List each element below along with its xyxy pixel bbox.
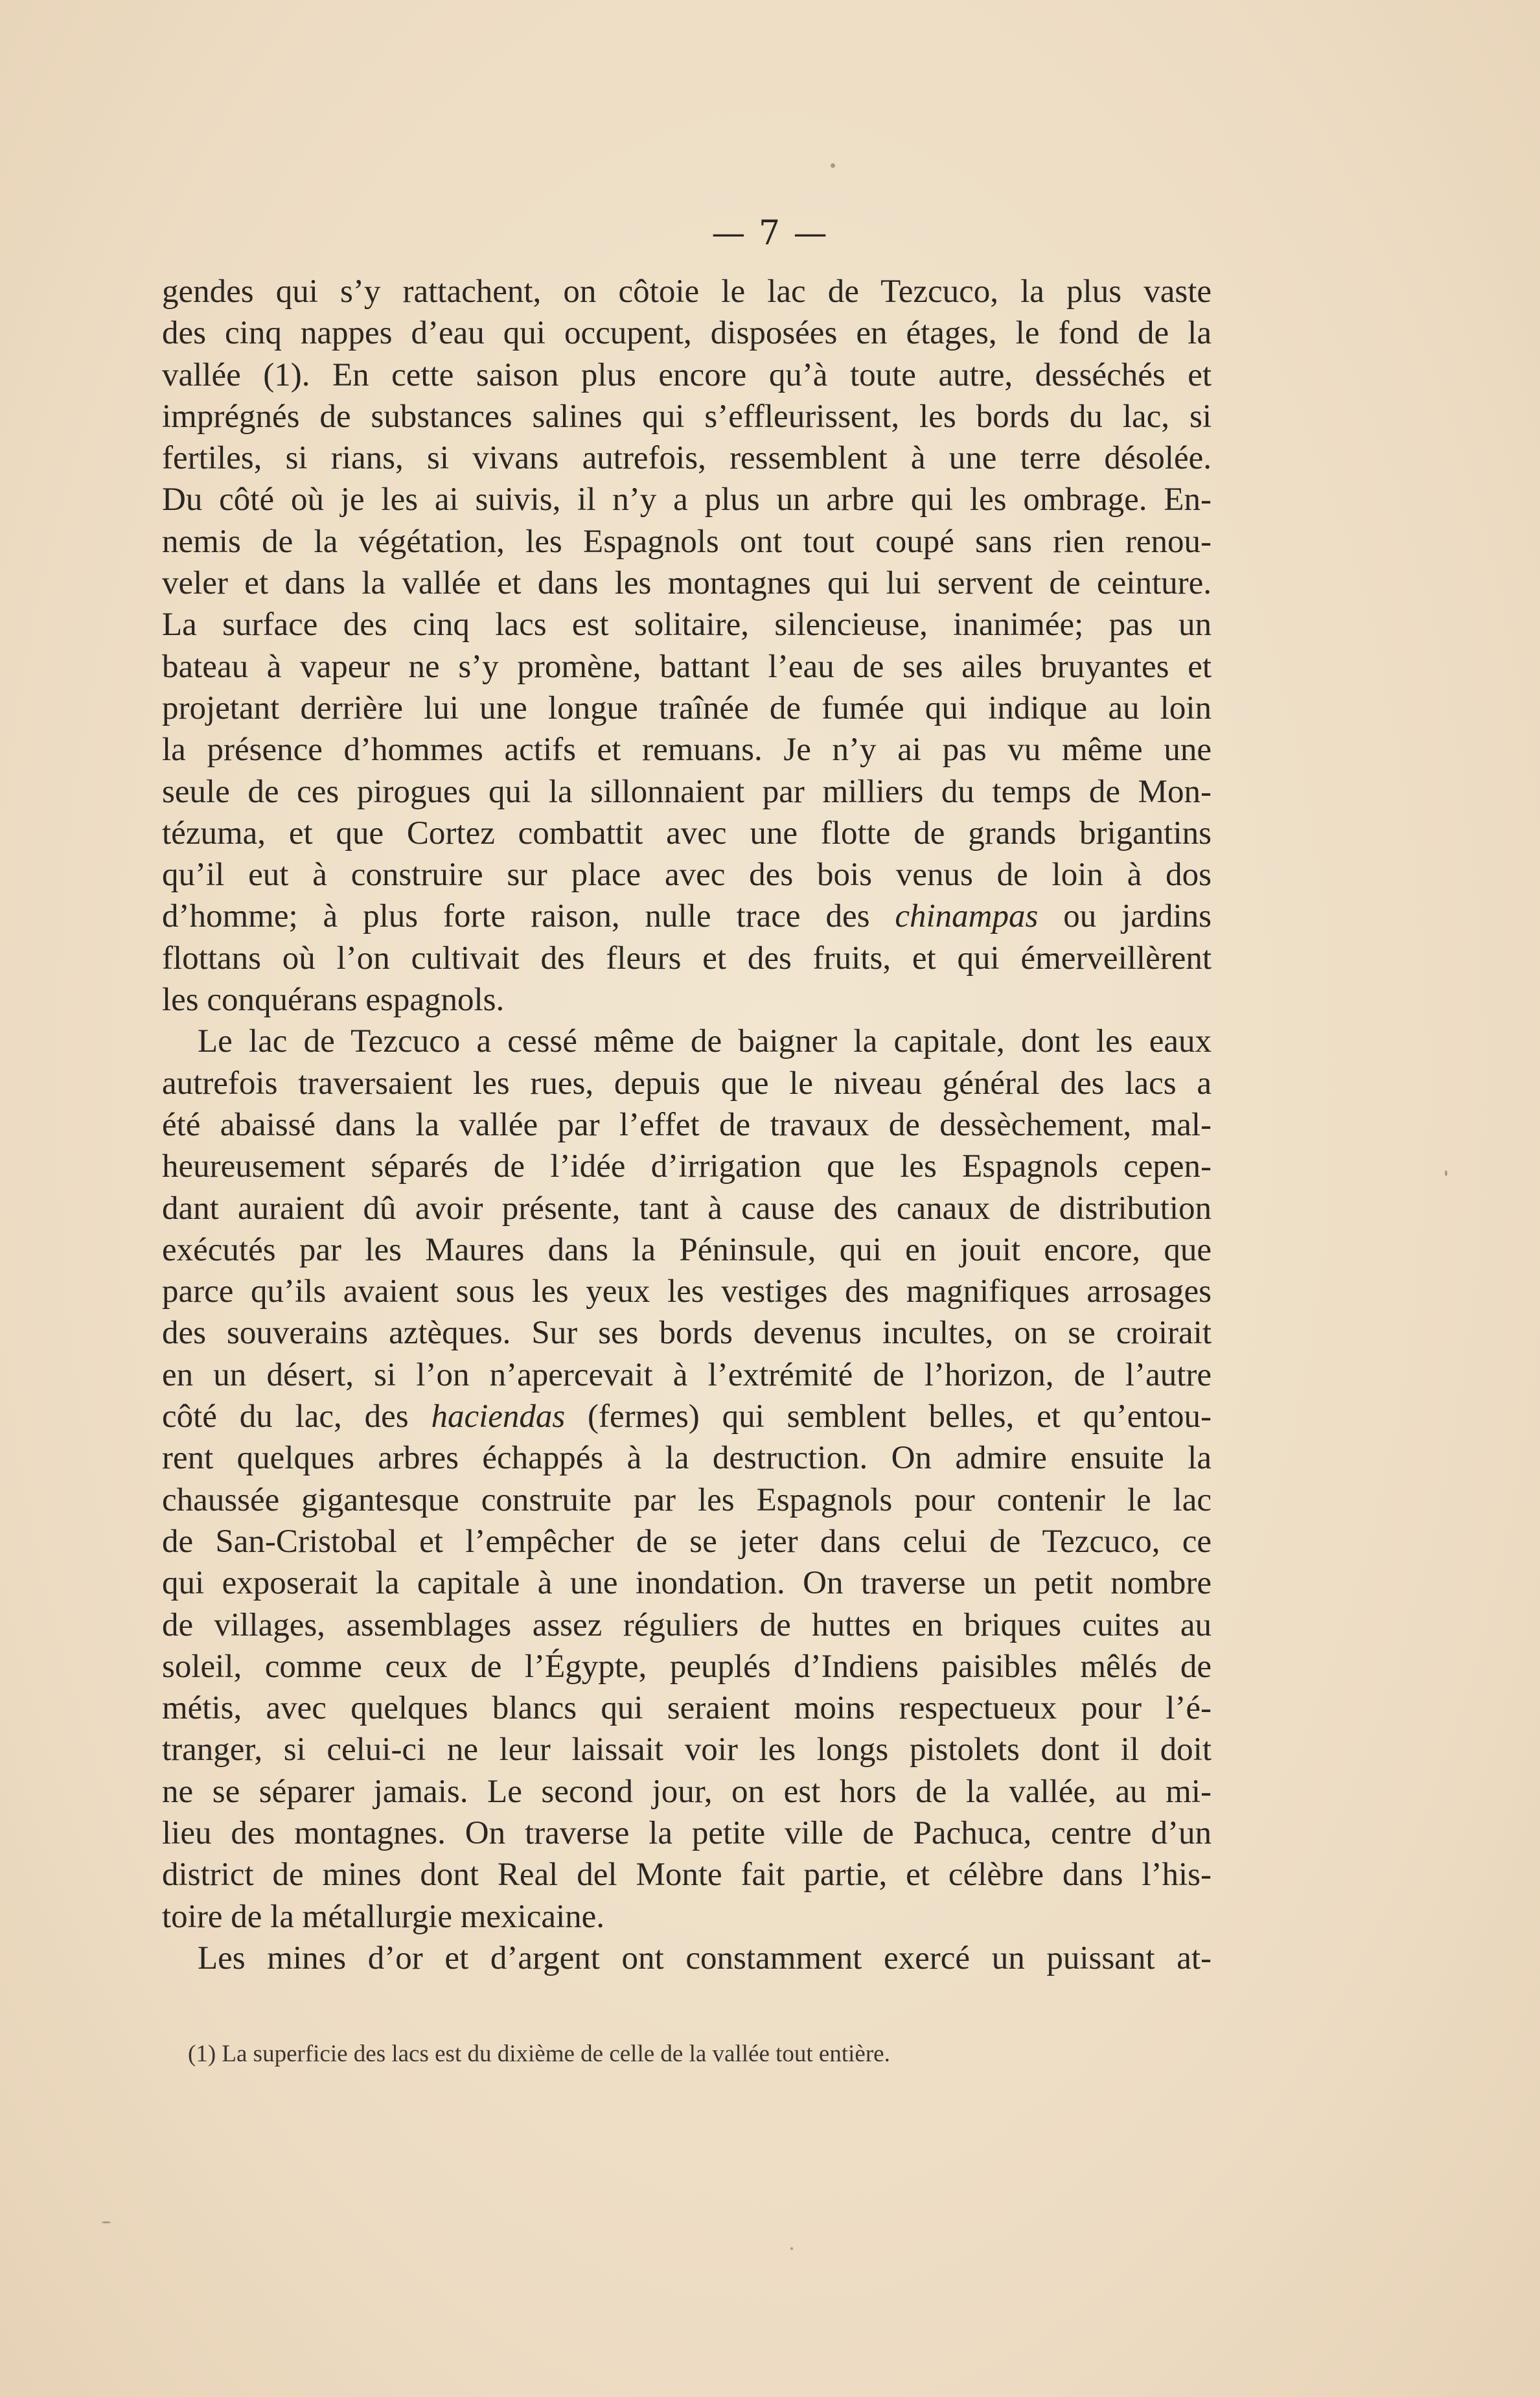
- text-line: chaussée gigantesque construite par les Espagnols pour contenir le lac: [162, 1481, 1212, 1518]
- text-line: autrefois traversaient les rues, depuis que le niveau général des lacs a: [162, 1065, 1212, 1102]
- text-line: de San-Cristobal et l’empêcher de se jeter dans celui de Tezcuco, ce: [162, 1523, 1212, 1560]
- text-line: les conquérans espagnols.: [162, 982, 505, 1019]
- text-line-with-italic: [162, 1396, 1212, 1437]
- text-line: ne se séparer jamais. Le second jour, on est hors de la vallée, au mi-: [162, 1773, 1212, 1810]
- text-line: dant auraient dû avoir présente, tant à cause des canaux de distribution: [162, 1190, 1212, 1227]
- paper-speck: [831, 163, 835, 168]
- text-segment: d’homme; à plus forte raison, nulle trace des: [162, 898, 895, 935]
- text-line: projetant derrière lui une longue traînée de fumée qui indique au loin: [162, 689, 1212, 726]
- text-line: soleil, comme ceux de l’Égypte, peuplés d’Indiens paisibles mêlés de: [162, 1648, 1212, 1685]
- text-line: métis, avec quelques blancs qui seraient moins respectueux pour l’é-: [162, 1690, 1212, 1727]
- text-segment: (fermes) qui semblent belles, et qu’entou-: [565, 1398, 1212, 1435]
- body-text: [162, 271, 1212, 1979]
- text-line: qu’il eut à construire sur place avec des bois venus de loin à dos: [162, 857, 1212, 894]
- text-segment: côté du lac, des: [162, 1398, 431, 1435]
- text-line: bateau à vapeur ne s’y promène, battant l’eau de ses ailes bruyantes et: [162, 648, 1212, 685]
- text-line: nemis de la végétation, les Espagnols ont tout coupé sans rien renou-: [162, 523, 1212, 560]
- text-line: des souverains aztèques. Sur ses bords devenus incultes, on se croirait: [162, 1315, 1212, 1352]
- text-line-with-italic: [162, 896, 1212, 937]
- text-line: imprégnés de substances salines qui s’effleurissent, les bords du lac, si: [162, 398, 1212, 435]
- text-line: district de mines dont Real del Monte fait partie, et célèbre dans l’his-: [162, 1857, 1212, 1893]
- italic-term: haciendas: [431, 1398, 566, 1435]
- paper-speck: [790, 2247, 793, 2250]
- text-line: tézuma, et que Cortez combattit avec une flotte de grands brigantins: [162, 815, 1212, 851]
- text-line: lieu des montagnes. On traverse la petite ville de Pachuca, centre d’un: [162, 1814, 1212, 1851]
- text-line: en un désert, si l’on n’apercevait à l’extrémité de l’horizon, de l’autre: [162, 1356, 1212, 1393]
- text-line: Du côté où je les ai suivis, il n’y a plus un arbre qui les ombrage. En-: [162, 481, 1212, 518]
- text-line: exécutés par les Maures dans la Péninsule, qui en jouit encore, que: [162, 1231, 1212, 1268]
- footnote: (1) La superficie des lacs est du dixième de celle de la vallée tout entière.: [188, 2041, 890, 2067]
- text-line: rent quelques arbres échappés à la destruction. On admire ensuite la: [162, 1440, 1212, 1477]
- text-line: Les mines d’or et d’argent ont constamment exercé un puissant at-: [198, 1940, 1212, 1976]
- text-line: vallée (1). En cette saison plus encore qu’à toute autre, desséchés et: [162, 356, 1212, 393]
- text-line: été abaissé dans la vallée par l’effet de travaux de dessèchement, mal-: [162, 1106, 1212, 1143]
- paper-speck: [1445, 1170, 1447, 1176]
- text-line: des cinq nappes d’eau qui occupent, disposées en étages, le fond de la: [162, 315, 1212, 352]
- text-segment: ou jardins: [1038, 898, 1212, 935]
- text-line: veler et dans la vallée et dans les montagnes qui lui servent de ceinture.: [162, 565, 1212, 602]
- italic-term: chinampas: [895, 898, 1039, 935]
- page-number: — 7 —: [711, 214, 829, 253]
- text-line: La surface des cinq lacs est solitaire, silencieuse, inanimée; pas un: [162, 607, 1212, 643]
- paper-speck: [102, 2221, 111, 2223]
- text-line: flottans où l’on cultivait des fleurs et des fruits, et qui émerveillèrent: [162, 940, 1212, 977]
- text-line: seule de ces pirogues qui la sillonnaient par milliers du temps de Mon-: [162, 773, 1212, 810]
- text-line: gendes qui s’y rattachent, on côtoie le lac de Tezcuco, la plus vaste: [162, 273, 1212, 310]
- text-line: heureusement séparés de l’idée d’irrigation que les Espagnols cepen-: [162, 1148, 1212, 1185]
- text-line: tranger, si celui-ci ne leur laissait voir les longs pistolets dont il doit: [162, 1731, 1212, 1768]
- text-line: Le lac de Tezcuco a cessé même de baigner la capitale, dont les eaux: [198, 1023, 1212, 1060]
- text-line: parce qu’ils avaient sous les yeux les vestiges des magnifiques arrosages: [162, 1273, 1212, 1310]
- text-line: toire de la métallurgie mexicaine.: [162, 1898, 605, 1935]
- text-line: la présence d’hommes actifs et remuans. Je n’y ai pas vu même une: [162, 732, 1212, 769]
- text-line: qui exposerait la capitale à une inondation. On traverse un petit nombre: [162, 1565, 1212, 1602]
- text-line: de villages, assemblages assez réguliers de huttes en briques cuites au: [162, 1606, 1212, 1643]
- text-line: fertiles, si rians, si vivans autrefois, ressemblent à une terre désolée.: [162, 440, 1212, 477]
